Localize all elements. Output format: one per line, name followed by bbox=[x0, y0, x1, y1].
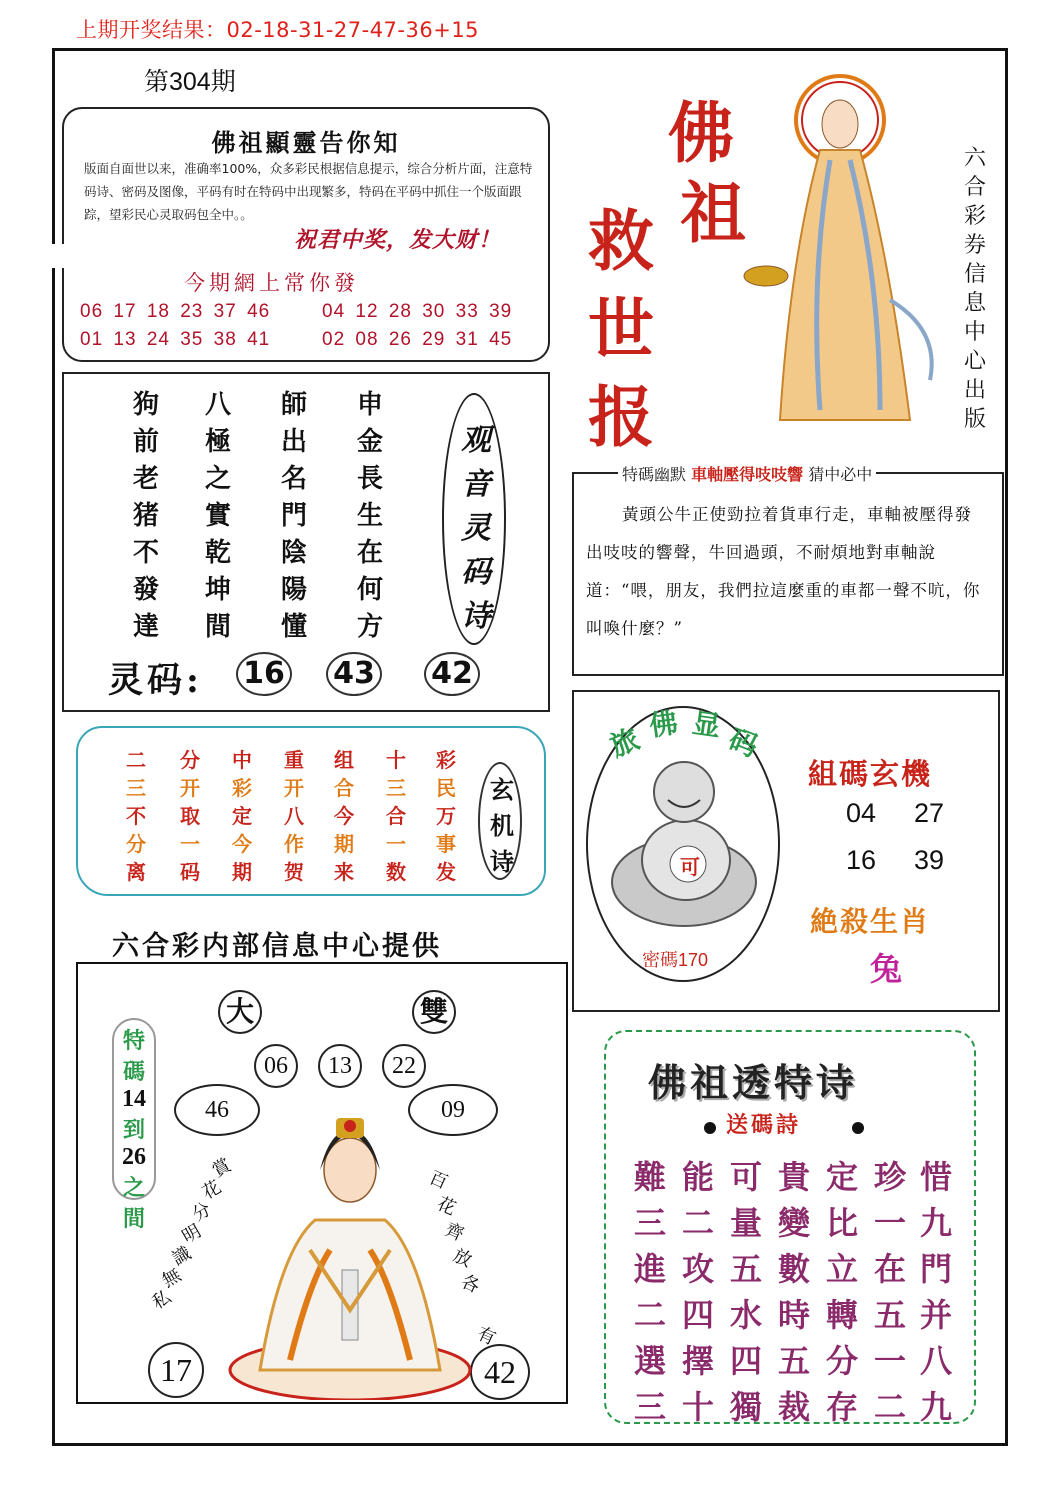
poem-char: 陽 bbox=[280, 575, 307, 605]
poem-char: 之 bbox=[204, 464, 231, 494]
verse-char: 各 bbox=[457, 1271, 483, 1298]
mystic-char: 中 bbox=[232, 748, 252, 772]
special-poem-char: 比 bbox=[825, 1204, 858, 1242]
poem-char: 不 bbox=[132, 538, 159, 568]
side-char: 观 bbox=[461, 423, 491, 458]
mystic-char: 合 bbox=[386, 804, 406, 828]
combo-number: 39 bbox=[914, 845, 945, 875]
special-poem-char: 能 bbox=[681, 1158, 714, 1196]
special-poem-char: 水 bbox=[729, 1296, 762, 1334]
title-char-fo: 佛 bbox=[668, 94, 734, 172]
verse-char: 分 bbox=[188, 1198, 215, 1226]
special-poem-char: 五 bbox=[777, 1342, 810, 1380]
mystic-char: 期 bbox=[334, 832, 354, 856]
double-badge: 雙 bbox=[412, 990, 456, 1034]
mystic-char: 发 bbox=[436, 860, 456, 884]
special-poem-char: 進 bbox=[633, 1250, 666, 1288]
special-poem-char: 攻 bbox=[681, 1250, 714, 1288]
mystic-char: 彩 bbox=[436, 748, 456, 772]
number-group: 02 08 26 29 31 45 bbox=[322, 329, 513, 350]
poem-char: 達 bbox=[132, 612, 159, 642]
humor-body: 黃頭公牛正使勁拉着貨車行走，車軸被壓得發出吱吱的響聲，牛回過頭，不耐煩地對車軸說道：“喂，朋友，我們拉這麼重的車都一聲不吭，你叫喚什麼？” bbox=[586, 505, 981, 638]
range-char: 碼 bbox=[122, 1059, 145, 1084]
svg-text:显: 显 bbox=[690, 706, 723, 744]
verse-char: 花 bbox=[198, 1176, 225, 1204]
mystic-char: 分 bbox=[126, 832, 146, 856]
mystic-char: 期 bbox=[232, 860, 252, 884]
special-poem-char: 時 bbox=[777, 1296, 810, 1334]
poem-char: 狗 bbox=[132, 390, 159, 420]
mystic-char: 合 bbox=[334, 776, 354, 800]
side-char: 诗 bbox=[461, 599, 491, 634]
poem-char: 在 bbox=[356, 538, 383, 568]
poem-char: 前 bbox=[132, 427, 159, 457]
special-poem-char: 門 bbox=[919, 1250, 952, 1288]
intro-wish: 祝君中奖，发大财！ bbox=[294, 227, 502, 253]
range-to: 26 bbox=[122, 1144, 146, 1170]
kill-zodiac-title: 絶殺生肖 bbox=[810, 905, 931, 938]
special-poem-char: 可 bbox=[729, 1158, 762, 1196]
special-poem-char: 貴 bbox=[777, 1158, 810, 1196]
mystic-char: 不 bbox=[126, 804, 146, 828]
big-badge: 大 bbox=[218, 990, 262, 1034]
special-poem-char: 二 bbox=[873, 1388, 906, 1426]
verse-char: 放 bbox=[449, 1245, 475, 1272]
special-poem-char: 四 bbox=[681, 1296, 714, 1334]
poem-char: 師 bbox=[280, 390, 307, 420]
side-char: 机 bbox=[490, 811, 514, 840]
side-char: 玄 bbox=[490, 775, 514, 804]
poem-char: 門 bbox=[280, 501, 307, 531]
mystic-char: 取 bbox=[180, 804, 200, 828]
poem-char: 坤 bbox=[204, 575, 231, 605]
special-poem-subtitle: 送碼詩 bbox=[726, 1112, 802, 1138]
special-poem-char: 分 bbox=[825, 1342, 858, 1380]
intro-title: 佛祖顯靈告你知 bbox=[211, 128, 401, 157]
poem-char: 方 bbox=[356, 612, 383, 642]
mystic-poem-label bbox=[478, 762, 522, 880]
bottom-left-number: 17 bbox=[148, 1342, 204, 1398]
poem-char: 金 bbox=[356, 427, 383, 457]
title-char-zu: 祖 bbox=[680, 174, 746, 252]
special-poem-char: 立 bbox=[825, 1250, 858, 1288]
lingma-number: 42 bbox=[424, 652, 480, 696]
special-poem-char: 五 bbox=[729, 1250, 762, 1288]
range-char: 到 bbox=[122, 1117, 145, 1142]
poem-char: 出 bbox=[280, 427, 307, 457]
mystic-char: 彩 bbox=[232, 776, 252, 800]
mystic-char: 码 bbox=[180, 860, 200, 884]
top-number: 22 bbox=[382, 1044, 426, 1088]
verse-char: 有 bbox=[473, 1323, 499, 1350]
mystic-char: 三 bbox=[386, 776, 406, 800]
right-oval-number: 09 bbox=[408, 1084, 498, 1136]
poem-char: 八 bbox=[204, 390, 231, 420]
mystic-char: 离 bbox=[126, 860, 146, 884]
guanyin-poem-label bbox=[442, 393, 506, 645]
special-poem-char: 數 bbox=[777, 1250, 810, 1288]
range-char: 間 bbox=[122, 1206, 145, 1231]
lingma-number: 16 bbox=[236, 652, 292, 696]
poem-char: 發 bbox=[132, 575, 159, 605]
issue-number: 第304期 bbox=[144, 68, 236, 96]
verse-char: 齊 bbox=[441, 1219, 467, 1246]
side-char: 诗 bbox=[490, 847, 514, 876]
special-poem-char: 存 bbox=[825, 1388, 858, 1426]
side-char: 码 bbox=[461, 555, 491, 590]
side-char: 音 bbox=[461, 467, 491, 502]
poem-char: 懂 bbox=[280, 612, 307, 642]
verse-char: 私 bbox=[148, 1286, 175, 1314]
special-poem-char: 五 bbox=[873, 1296, 906, 1334]
mystic-char: 一 bbox=[386, 832, 406, 856]
special-poem-title: 佛祖透特诗 bbox=[648, 1060, 859, 1105]
top-number: 13 bbox=[318, 1044, 362, 1088]
buddha-center-char: 可 bbox=[680, 855, 700, 879]
poem-char: 猪 bbox=[132, 501, 159, 531]
mystic-char: 一 bbox=[180, 832, 200, 856]
svg-text:码: 码 bbox=[724, 722, 763, 764]
blank-patch bbox=[40, 244, 250, 268]
number-group: 06 17 18 23 37 46 bbox=[80, 301, 271, 322]
mystic-char: 数 bbox=[386, 860, 406, 884]
kill-zodiac-value: 兔 bbox=[870, 950, 903, 988]
poem-char: 老 bbox=[132, 464, 159, 494]
verse-char: 花 bbox=[433, 1193, 459, 1220]
laughing-buddha-illustration bbox=[604, 752, 764, 932]
poem-char: 乾 bbox=[204, 538, 231, 568]
special-poem-char: 裁 bbox=[777, 1388, 810, 1426]
humor-heading bbox=[618, 462, 876, 485]
special-poem-char: 九 bbox=[919, 1388, 952, 1426]
mystic-char: 三 bbox=[126, 776, 146, 800]
bullet-dot bbox=[704, 1122, 716, 1134]
mystic-char: 开 bbox=[180, 776, 200, 800]
special-poem-char: 三 bbox=[633, 1204, 666, 1242]
special-poem-char: 四 bbox=[729, 1342, 762, 1380]
poem-char: 極 bbox=[204, 427, 231, 457]
special-poem-char: 二 bbox=[681, 1204, 714, 1242]
mystic-char: 二 bbox=[126, 748, 146, 772]
number-group: 04 12 28 30 33 39 bbox=[322, 301, 513, 322]
special-poem-char: 獨 bbox=[729, 1388, 762, 1426]
humor-heading-suffix: 猜中必中 bbox=[808, 465, 873, 484]
combo-number: 04 bbox=[846, 798, 877, 828]
special-poem-char: 三 bbox=[633, 1388, 666, 1426]
special-poem-char: 十 bbox=[681, 1388, 714, 1426]
mystic-char: 定 bbox=[232, 804, 252, 828]
svg-text:佛: 佛 bbox=[647, 705, 680, 743]
intro-box bbox=[62, 107, 550, 362]
title-char-jiu: 救 bbox=[588, 202, 654, 280]
special-poem-char: 轉 bbox=[825, 1296, 858, 1334]
mystic-char: 事 bbox=[436, 832, 456, 856]
intro-subtitle: 今期網上常你發 bbox=[184, 271, 359, 295]
special-poem-char: 變 bbox=[777, 1204, 810, 1242]
mystic-char: 重 bbox=[284, 748, 304, 772]
lingma-label: 灵码: bbox=[108, 660, 203, 701]
standing-guanyin-illustration bbox=[740, 60, 950, 440]
mystic-char: 万 bbox=[436, 804, 456, 828]
special-poem-char: 九 bbox=[919, 1204, 952, 1242]
verse-char: 明 bbox=[178, 1220, 205, 1248]
combo-number: 27 bbox=[914, 798, 945, 828]
humor-heading-highlight: 車軸壓得吱吱響 bbox=[691, 465, 804, 484]
poem-char: 長 bbox=[356, 464, 383, 494]
special-poem-char: 難 bbox=[633, 1158, 666, 1196]
poem-char: 陰 bbox=[280, 538, 307, 568]
poem-char: 實 bbox=[204, 501, 231, 531]
range-char: 之 bbox=[122, 1175, 145, 1200]
mystic-char: 开 bbox=[284, 776, 304, 800]
special-poem-char: 二 bbox=[633, 1296, 666, 1334]
mystic-char: 今 bbox=[232, 832, 252, 856]
top-number: 06 bbox=[254, 1044, 298, 1088]
guanyin-illustration bbox=[220, 1100, 480, 1400]
bottom-right-number: 42 bbox=[470, 1344, 530, 1400]
bullet-dot bbox=[852, 1122, 864, 1134]
lingma-number: 43 bbox=[326, 652, 382, 696]
intro-body: 版面自面世以来，准确率100%，众多彩民根据信息提示，综合分析片面，注意特码诗、密码及图像，平码有时在特码中出现繁多，特码在平码中抓住一个版面跟踪，望彩民心灵取码包全中。。 bbox=[84, 161, 533, 222]
poem-char: 生 bbox=[356, 501, 383, 531]
mystic-char: 分 bbox=[180, 748, 200, 772]
last-draw-result: 上期开奖结果：02-18-31-27-47-36+15 bbox=[76, 18, 480, 42]
number-group: 01 13 24 35 38 41 bbox=[80, 329, 271, 350]
special-poem-char: 一 bbox=[873, 1204, 906, 1242]
poem-char: 申 bbox=[356, 390, 383, 420]
special-range-label bbox=[112, 1018, 156, 1231]
combo-number: 16 bbox=[846, 845, 877, 875]
humor-heading-prefix: 特碼幽默 bbox=[622, 465, 687, 484]
title-char-bao: 报 bbox=[588, 378, 654, 456]
mystic-char: 组 bbox=[334, 748, 354, 772]
mystic-char: 作 bbox=[284, 832, 304, 856]
range-char: 特 bbox=[122, 1028, 145, 1053]
svg-text:旅: 旅 bbox=[605, 722, 644, 764]
mystic-char: 十 bbox=[386, 748, 406, 772]
special-poem-char: 在 bbox=[873, 1250, 906, 1288]
left-oval-number: 46 bbox=[174, 1084, 260, 1136]
special-poem-char: 量 bbox=[729, 1204, 762, 1242]
poem-char: 何 bbox=[356, 575, 383, 605]
mystic-char: 民 bbox=[436, 776, 456, 800]
provider-heading: 六合彩内部信息中心提供 bbox=[112, 931, 442, 962]
special-poem-char: 擇 bbox=[681, 1342, 714, 1380]
mystic-char: 今 bbox=[334, 804, 354, 828]
special-poem-char: 一 bbox=[873, 1342, 906, 1380]
side-char: 灵 bbox=[461, 511, 491, 546]
special-poem-char: 定 bbox=[825, 1158, 858, 1196]
secret-code: 密碼170 bbox=[642, 950, 709, 970]
mystic-char: 八 bbox=[284, 804, 304, 828]
poem-char: 間 bbox=[204, 612, 231, 642]
verse-char: 識 bbox=[168, 1242, 195, 1270]
poem-char: 名 bbox=[280, 464, 307, 494]
range-from: 14 bbox=[122, 1086, 146, 1112]
verse-char: 無 bbox=[158, 1264, 185, 1292]
special-poem-char: 并 bbox=[919, 1296, 952, 1334]
title-char-shi: 世 bbox=[588, 290, 654, 368]
combo-title: 組碼玄機 bbox=[808, 757, 933, 791]
special-poem-char: 珍 bbox=[873, 1158, 906, 1196]
special-poem-char: 惜 bbox=[919, 1158, 952, 1196]
verse-char: 賞 bbox=[208, 1154, 235, 1182]
mystic-char: 贺 bbox=[284, 860, 304, 884]
publisher-label: 六合彩券信息中心出版 bbox=[963, 146, 986, 432]
mystic-char: 来 bbox=[334, 860, 354, 884]
verse-char: 百 bbox=[425, 1167, 451, 1194]
special-poem-char: 選 bbox=[633, 1342, 666, 1380]
special-poem-char: 八 bbox=[919, 1342, 952, 1380]
